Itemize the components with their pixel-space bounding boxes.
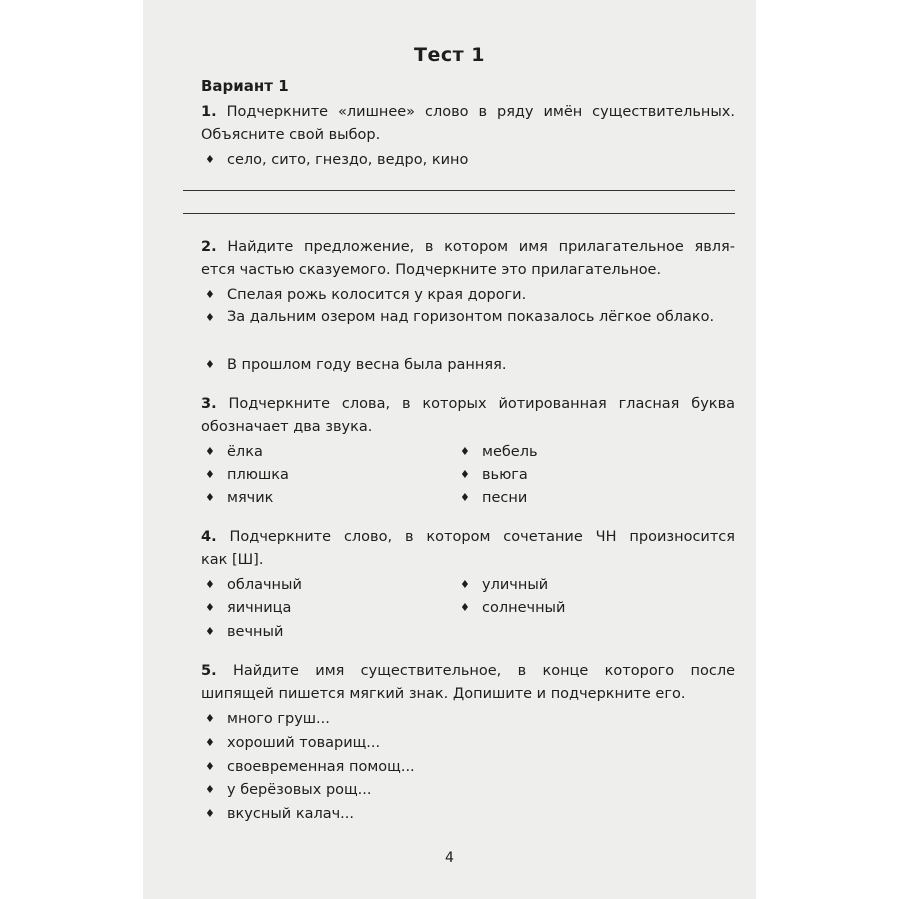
question-3-text-line2: обозначает два звука. (201, 419, 373, 435)
question-4-word: ♦ солнечный (460, 596, 565, 620)
question-3-word: ♦ плюшка (205, 463, 289, 487)
question-1-word-list: ♦ село, сито, гнездо, ведро, кино (205, 148, 468, 172)
question-4-word: ♦ уличный (460, 573, 548, 597)
question-3-word: ♦ ёлка (205, 440, 263, 464)
question-3-text-line1: 3. Подчеркните слова, в которых йотированная гласная буква (201, 396, 735, 412)
question-4-word: ♦ яичница (205, 596, 291, 620)
diamond-bullet-icon: ♦ (205, 807, 215, 820)
question-5-option: ♦ вкусный калач... (205, 802, 354, 826)
diamond-bullet-icon: ♦ (460, 578, 470, 591)
diamond-bullet-icon: ♦ (205, 445, 215, 458)
question-3-word: ♦ мячик (205, 486, 273, 510)
diamond-bullet-icon: ♦ (460, 601, 470, 614)
question-3-word: ♦ песни (460, 486, 527, 510)
question-3-word: ♦ вьюга (460, 463, 528, 487)
diamond-bullet-icon: ♦ (205, 358, 215, 371)
variant-heading: Вариант 1 (201, 77, 289, 95)
diamond-bullet-icon: ♦ (205, 783, 215, 796)
question-5-option: ♦ своевременная помощ... (205, 755, 415, 779)
page-number: 4 (445, 850, 454, 866)
question-5-text-line1: 5. Найдите имя существительное, в конце которого после (201, 663, 736, 679)
answer-line (183, 190, 735, 191)
diamond-bullet-icon: ♦ (205, 578, 215, 591)
question-5-option: ♦ хороший товарищ... (205, 731, 380, 755)
question-5-option: ♦ у берёзовых рощ... (205, 778, 372, 802)
diamond-bullet-icon: ♦ (205, 625, 215, 638)
diamond-bullet-icon: ♦ (205, 311, 215, 324)
question-1-text-line2: Объясните свой выбор. (201, 127, 381, 143)
page-title: Тест 1 (414, 44, 485, 66)
question-2-option: ♦ За дальним озером над горизонтом показалось лёгкое облако. (205, 306, 735, 329)
diamond-bullet-icon: ♦ (205, 288, 215, 301)
question-4-word: ♦ облачный (205, 573, 302, 597)
question-2-text-line2: ется частью сказуемого. Подчеркните это прилагательное. (201, 262, 662, 278)
diamond-bullet-icon: ♦ (460, 491, 470, 504)
diamond-bullet-icon: ♦ (460, 468, 470, 481)
question-2-option: ♦ В прошлом году весна была ранняя. (205, 353, 506, 377)
diamond-bullet-icon: ♦ (205, 760, 215, 773)
question-1-text-line1: 1. Подчеркните «лишнее» слово в ряду имён существительных. (201, 104, 736, 120)
diamond-bullet-icon: ♦ (460, 445, 470, 458)
diamond-bullet-icon: ♦ (205, 468, 215, 481)
diamond-bullet-icon: ♦ (205, 601, 215, 614)
question-5-option: ♦ много груш... (205, 707, 330, 731)
question-2-text-line1: 2. Найдите предложение, в котором имя прилагательное явля- (201, 239, 735, 255)
diamond-bullet-icon: ♦ (205, 712, 215, 725)
question-4-text-line1: 4. Подчеркните слово, в котором сочетание ЧН произносится (201, 529, 736, 545)
question-5-text-line2: шипящей пишется мягкий знак. Допишите и подчеркните его. (201, 686, 686, 702)
question-3-word: ♦ мебель (460, 440, 538, 464)
answer-line (183, 213, 735, 214)
workbook-page (143, 0, 756, 899)
question-2-option: ♦ Спелая рожь колосится у края дороги. (205, 283, 526, 307)
diamond-bullet-icon: ♦ (205, 153, 215, 166)
question-4-text-line2: как [Ш]. (201, 552, 264, 568)
diamond-bullet-icon: ♦ (205, 491, 215, 504)
diamond-bullet-icon: ♦ (205, 736, 215, 749)
question-4-word: ♦ вечный (205, 620, 283, 644)
